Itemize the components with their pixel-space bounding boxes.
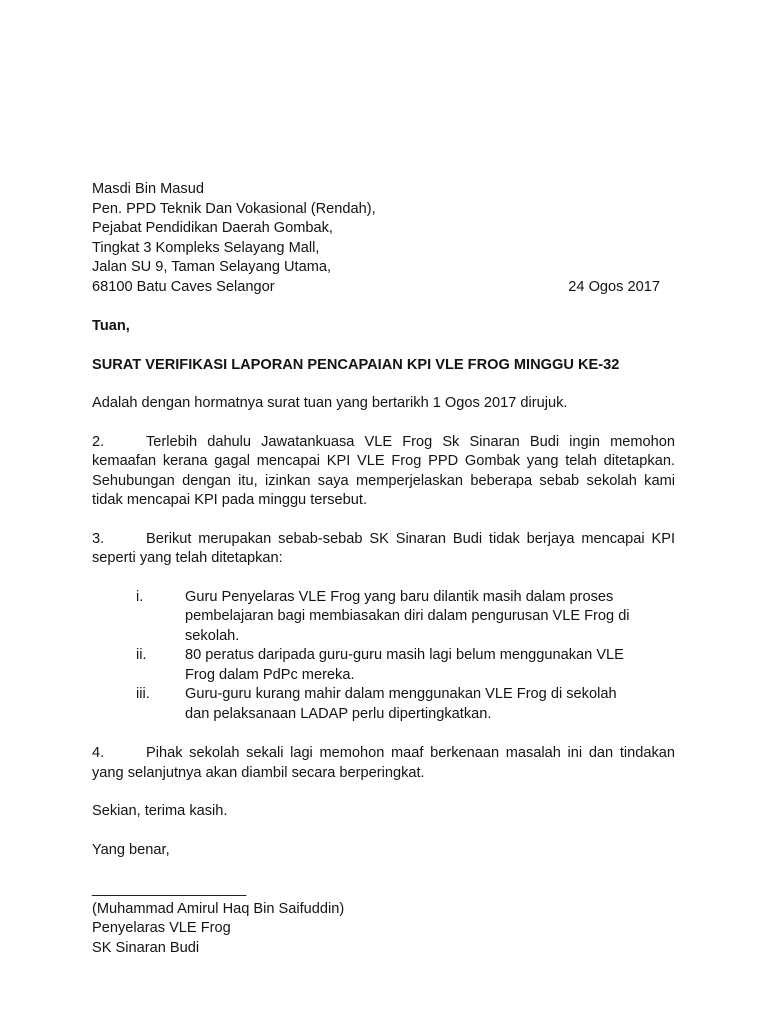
list-item: [136, 588, 631, 647]
recipient-line: Jalan SU 9, Taman Selayang Utama,: [92, 259, 332, 275]
paragraph-number: 2.: [92, 433, 105, 450]
recipient-name: Masdi Bin Masud: [92, 181, 204, 197]
list-item-text: Guru-guru kurang mahir dalam menggunakan VLE Frog di sekolah dan pelaksanaan LADAP perlu dipertingkatkan.: [185, 686, 617, 722]
recipient-address: [92, 180, 675, 297]
salutation: Tuan,: [92, 318, 130, 334]
paragraph-text: Berikut merupakan sebab-sebab SK Sinaran Budi tidak berjaya mencapai KPI seperti yang telah ditetapkan:: [92, 530, 675, 566]
list-item-number: ii.: [136, 647, 147, 663]
list-item: [136, 646, 631, 685]
letter-subject: SURAT VERIFIKASI LAPORAN PENCAPAIAN KPI VLE FROG MINGGU KE-32: [92, 356, 620, 373]
list-item-text: 80 peratus daripada guru-guru masih lagi belum menggunakan VLE Frog dalam PdPc mereka.: [185, 647, 624, 683]
recipient-line: Pen. PPD Teknik Dan Vokasional (Rendah),: [92, 200, 376, 217]
signatory-school: SK Sinaran Budi: [92, 939, 200, 956]
address-date-row: [92, 278, 660, 298]
recipient-line: Pejabat Pendidikan Daerah Gombak,: [92, 220, 333, 236]
letter-date: 24 Ogos 2017: [568, 278, 660, 295]
list-item-number: i.: [136, 588, 144, 605]
paragraph-text: Pihak sekolah sekali lagi memohon maaf berkenaan masalah ini dan tindakan yang selanjutnya akan diambil secara berperingkat.: [92, 745, 675, 781]
signoff-text: Yang benar,: [92, 841, 170, 858]
list-item-number: iii.: [136, 686, 150, 702]
paragraph-text: Terlebih dahulu Jawatankuasa VLE Frog Sk Sinaran Budi ingin memohon kemaafan kerana gagal mencapai KPI VLE Frog PPD Gombak yang telah ditetapkan. Sehubungan dengan itu, izinkan saya memperjelaskan beberapa sebab sekolah kami tidak mencapai KPI pada minggu tersebut.: [92, 433, 675, 508]
signatory-title: Penyelaras VLE Frog: [92, 920, 231, 936]
recipient-line: Tingkat 3 Kompleks Selayang Mall,: [92, 239, 320, 256]
intro-paragraph: Adalah dengan hormatnya surat tuan yang bertarikh 1 Ogos 2017 dirujuk.: [92, 395, 568, 411]
paragraph-number: 3.: [92, 530, 105, 547]
paragraph-3: [92, 530, 675, 569]
signature-block: [92, 880, 675, 958]
paragraph-number: 4.: [92, 745, 105, 761]
list-item-text: Guru Penyelaras VLE Frog yang baru dilantik masih dalam proses pembelajaran bagi membiasakan diri dalam pengurusan VLE Frog di sekolah.: [185, 588, 630, 644]
reasons-list: [136, 588, 631, 725]
list-item: [136, 685, 631, 724]
signature-line: ___________________: [92, 881, 247, 897]
recipient-postcode-line: 68100 Batu Caves Selangor: [92, 278, 275, 295]
letter-page: [92, 180, 675, 958]
paragraph-2: [92, 433, 675, 511]
paragraph-4: [92, 744, 675, 783]
closing-text: Sekian, terima kasih.: [92, 803, 228, 819]
signatory-name: (Muhammad Amirul Haq Bin Saifuddin): [92, 900, 345, 917]
